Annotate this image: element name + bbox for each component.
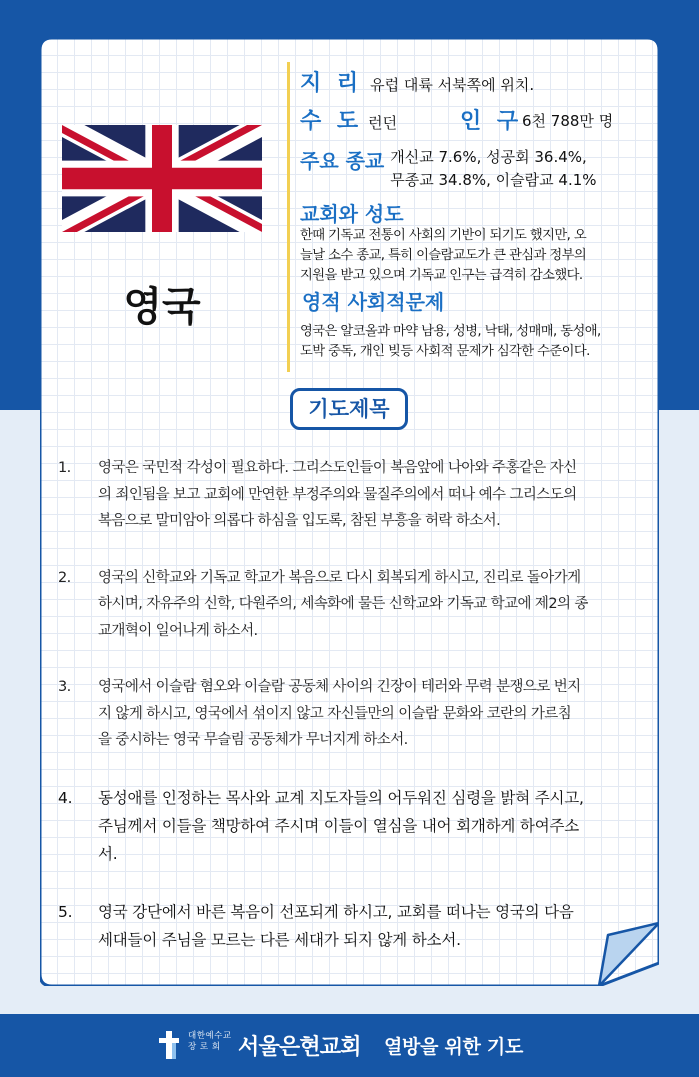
social-line: 영국은 알코올과 마약 남용, 성병, 낙태, 성매매, 동성애, (300, 324, 601, 339)
prayer-item (58, 784, 650, 868)
church-name: 서울은현교회 (238, 1035, 361, 1060)
religion-line-2: 무종교 34.8%, 이슬람교 4.1% (390, 171, 597, 189)
population-label: 인 구 (460, 109, 523, 134)
geography-row (300, 66, 660, 97)
prayer-line: 복음으로 말미암아 의롭다 하심을 입도록, 참된 부흥을 허락 하소서. (98, 513, 501, 529)
church-line: 지원을 받고 있으며 기독교 인구는 급격히 감소했다. (300, 268, 583, 283)
social-line: 도박 중독, 개인 빚등 사회적 문제가 심각한 수준이다. (300, 344, 590, 359)
prayer-line: 교개혁이 일어나게 하소서. (98, 622, 258, 639)
prayer-line: 을 중시하는 영국 무슬림 공동체가 무너지게 하소서. (98, 732, 408, 748)
geography-value: 유럽 대륙 서북쪽에 위치. (370, 76, 535, 94)
prayer-line: 하시며, 자유주의 신학, 다원주의, 세속화에 물든 신학교와 기독교 학교에 제2의 종 (98, 596, 588, 612)
country-name: 영국 (123, 284, 201, 330)
church-line: 한때 기독교 전통이 사회의 기반이 되기도 했지만, 오 (300, 228, 587, 243)
social-paragraph (300, 322, 660, 362)
denomination (188, 1031, 232, 1053)
cross-logo-icon (154, 1028, 184, 1062)
prayer-line: 영국에서 이슬람 혐오와 이슬람 공동체 사이의 긴장이 테러와 무력 분쟁으로 번지 (98, 679, 581, 695)
prayer-title-badge: 기도제목 (290, 388, 408, 430)
religion-row (300, 145, 660, 192)
prayer-item (58, 898, 650, 954)
prayer-line: 세대들이 주님을 모르는 다른 세대가 되지 않게 하소서. (98, 930, 461, 949)
prayer-number: 4. (58, 788, 73, 807)
prayer-line: 영국의 신학교와 기독교 학교가 복음으로 다시 회복되게 하시고, 진리로 돌아가게 (98, 569, 581, 586)
footer-slogan: 열방을 위한 기도 (384, 1036, 524, 1058)
prayer-line: 동성애를 인정하는 목사와 교계 지도자들의 어두워진 심령을 밝혀 주시고, (98, 788, 584, 807)
prayer-number: 3. (58, 679, 71, 695)
religion-value (390, 145, 596, 192)
prayer-line: 주님께서 이들을 책망하여 주시며 이들이 열심을 내어 회개하게 하여주소 (98, 816, 580, 835)
religion-line-1: 개신교 7.6%, 성공회 36.4%, (390, 148, 587, 166)
footer (0, 1014, 699, 1077)
divider-bar (287, 62, 290, 372)
social-title: 영적 사회적문제 (302, 290, 445, 314)
church-line: 늘날 소수 종교, 특히 이슬람교도가 큰 관심과 정부의 (300, 248, 587, 263)
prayer-line: 의 죄인됨을 보고 교회에 만연한 부정주의와 물질주의에서 떠나 예수 그리스도의 (98, 486, 577, 503)
prayer-line: 영국은 국민적 각성이 필요하다. 그리스도인들이 복음앞에 나아와 주홍같은 자신 (98, 460, 577, 476)
church-paragraph (300, 226, 660, 286)
prayer-number: 1. (58, 460, 71, 476)
prayer-item (58, 674, 650, 754)
union-jack-flag-icon (62, 125, 262, 232)
population-value: 6천 788만 명 (522, 112, 614, 130)
prayer-item (58, 565, 650, 645)
prayer-list (58, 455, 650, 984)
church-title: 교회와 성도 (300, 202, 404, 226)
geography-label: 지 리 (300, 71, 363, 96)
prayer-item (58, 455, 650, 535)
prayer-line: 지 않게 하시고, 영국에서 섞이지 않고 자신들만의 이슬람 문화와 코란의 가르침 (98, 705, 572, 722)
prayer-number: 2. (58, 569, 71, 586)
prayer-number: 5. (58, 902, 73, 921)
denomination-line-2: 장 로 회 (188, 1042, 221, 1052)
denomination-line-1: 대한예수교 (188, 1031, 232, 1041)
prayer-line: 서. (98, 844, 118, 863)
capital-value: 런던 (368, 114, 398, 132)
capital-row (300, 104, 660, 134)
religion-label: 주요 종교 (300, 149, 385, 173)
prayer-line: 영국 강단에서 바른 복음이 선포되게 하시고, 교회를 떠나는 영국의 다음 (98, 902, 574, 921)
capital-label: 수 도 (300, 109, 363, 134)
